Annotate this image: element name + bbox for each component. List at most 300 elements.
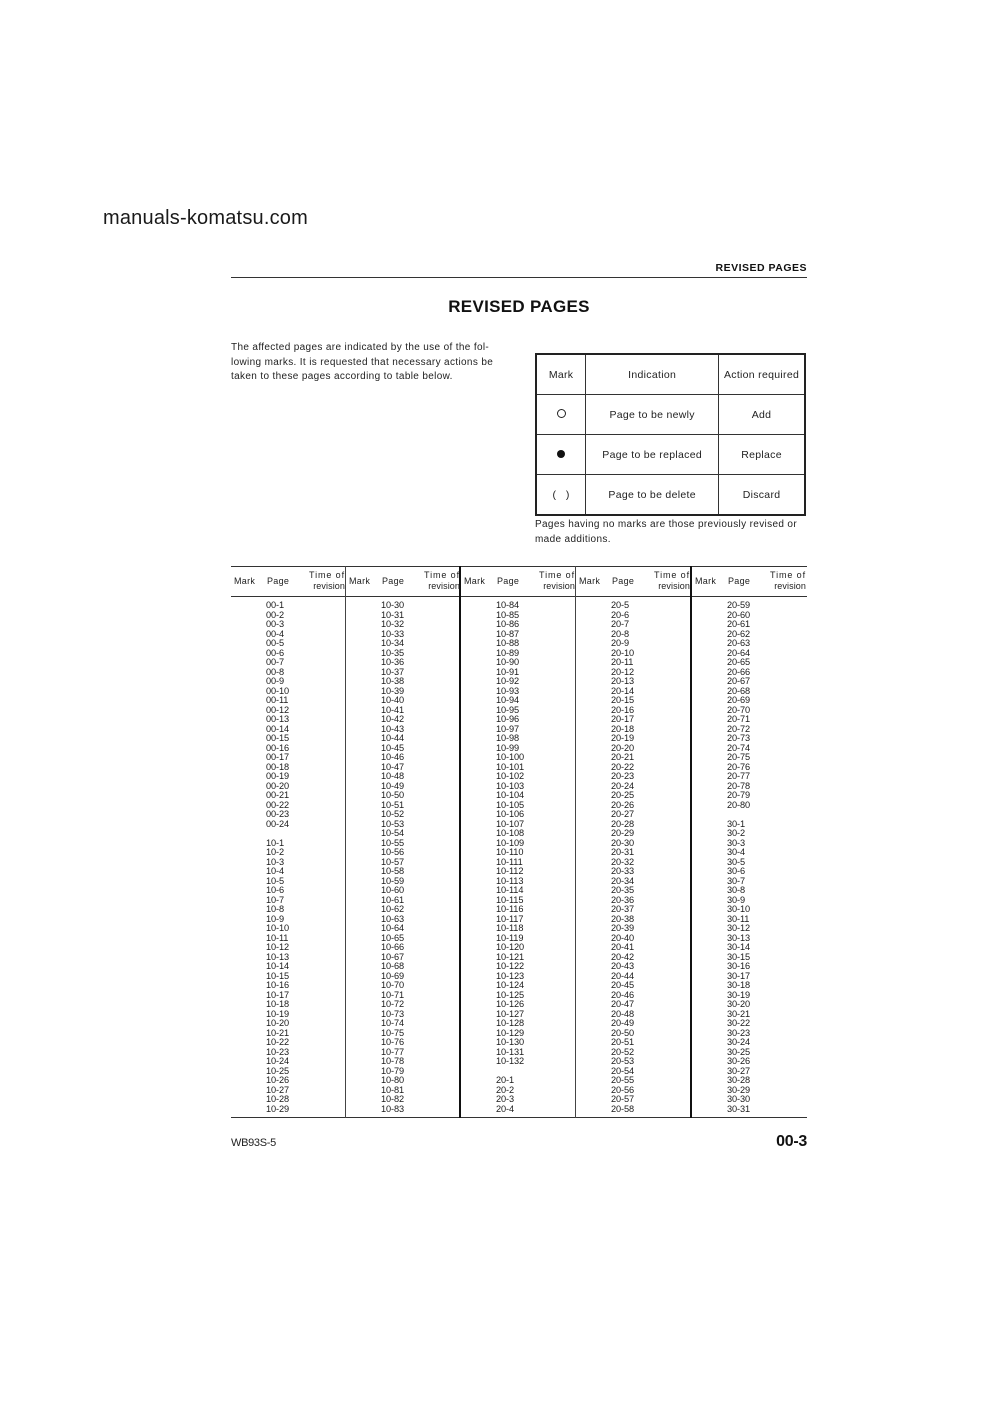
page-entry: 20-48: [611, 1008, 634, 1019]
page-entry: 20-22: [611, 761, 634, 772]
page-entry: 20-58: [611, 1103, 634, 1114]
header-time-of-revision: [535, 570, 575, 600]
page-entry: 20-24: [611, 780, 634, 791]
page-entry: 20-76: [727, 761, 750, 772]
page-entry: 00-17: [266, 752, 289, 762]
page-entry: 30-2: [727, 828, 745, 838]
page-entry: 10-70: [381, 980, 404, 990]
page-entry: 10-88: [496, 638, 519, 648]
page-entry: 20-23: [611, 771, 634, 781]
page-entry: 10-48: [381, 771, 404, 781]
page-entry: 30-19: [727, 989, 750, 1000]
page-entry: 10-126: [496, 999, 525, 1009]
page-entry: 00-15: [266, 733, 289, 743]
header-page: Page: [728, 576, 751, 586]
page-entry: 10-45: [381, 742, 404, 753]
page-entry: 30-8: [727, 885, 745, 895]
page-entry: 10-6: [266, 885, 284, 895]
marks-note: Pages having no marks are those previously revised or made additions.: [535, 519, 798, 545]
page-entry: 10-26: [266, 1075, 289, 1085]
marks-row-replace: [536, 435, 805, 475]
page-entry: 00-23: [266, 809, 289, 819]
page-entry: 10-65: [381, 932, 404, 943]
page-entry: 10-101: [496, 761, 525, 772]
header-time-line2: revision: [543, 581, 575, 591]
header-time-of-revision: [420, 570, 460, 600]
page-entry: 20-55: [611, 1075, 634, 1085]
page-entry: 20-51: [611, 1037, 634, 1047]
page-entry: 20-59: [727, 600, 750, 610]
page-entry: 20-70: [727, 704, 750, 715]
page-entry: 20-33: [611, 866, 634, 876]
header-indication: Indication: [586, 354, 719, 395]
page-entry: 20-62: [727, 628, 750, 639]
page-entry: 30-10: [727, 904, 750, 914]
page-entry: 20-80: [727, 799, 750, 810]
page-entry: 10-39: [381, 685, 404, 696]
page-entry: 20-69: [727, 695, 750, 705]
page-entry: 20-61: [727, 619, 750, 629]
page-entry: 10-36: [381, 657, 404, 667]
page-entry: 20-43: [611, 961, 634, 971]
page-entry: 30-31: [727, 1103, 750, 1114]
page-entry: 30-18: [727, 980, 750, 990]
page-entry: 10-111: [496, 856, 523, 867]
page-entry: 20-12: [611, 666, 634, 677]
page-entry: 10-98: [496, 733, 519, 743]
page-entry: 10-55: [381, 837, 404, 848]
page-entry: 10-117: [496, 913, 524, 924]
page-entry: 20-78: [727, 780, 750, 791]
page-entry: 10-64: [381, 923, 404, 933]
page-entry: 10-35: [381, 647, 404, 658]
header-action: Action required: [719, 354, 805, 395]
page-entry: 10-91: [496, 666, 519, 677]
page-entry: 20-75: [727, 752, 750, 762]
page-entry: 00-2: [266, 609, 284, 620]
page-entry: 30-28: [727, 1075, 750, 1085]
page-entry: 10-102: [496, 771, 525, 781]
page-entry: 10-62: [381, 904, 404, 914]
page-entry: 10-22: [266, 1037, 289, 1047]
page-entry: 10-3: [266, 856, 284, 867]
page-entry: 20-52: [611, 1046, 634, 1057]
page-entry: 10-34: [381, 638, 404, 648]
page-entry: 20-21: [611, 752, 634, 762]
page-entry: 20-42: [611, 951, 634, 962]
page-entry: 20-68: [727, 685, 750, 696]
page-entry: 10-66: [381, 942, 404, 952]
page-entry: 20-54: [611, 1065, 634, 1076]
header-time-line1: Time of: [424, 570, 460, 580]
page-entry: 10-71: [381, 989, 404, 1000]
page-entry: 20-44: [611, 970, 634, 981]
page-entry: 10-118: [496, 923, 524, 933]
page-entry: 10-122: [496, 961, 525, 971]
page-entry: 10-124: [496, 980, 525, 990]
page-entry: 10-32: [381, 619, 404, 629]
page-entry: 30-4: [727, 847, 745, 857]
page-entry: 20-74: [727, 742, 750, 753]
page-entry: 00-24: [266, 818, 289, 829]
page-entry: 10-86: [496, 619, 519, 629]
page-entry: 10-94: [496, 695, 519, 705]
page-entry: 10-60: [381, 885, 404, 895]
page-entry: 20-29: [611, 828, 634, 838]
page-entry: 10-114: [496, 885, 524, 895]
running-head: REVISED PAGES: [715, 262, 807, 274]
page-entry: 20-1: [496, 1075, 514, 1085]
page-entry: 10-115: [496, 894, 524, 905]
page-entry: 30-21: [727, 1008, 750, 1019]
page-entry: 10-12: [266, 942, 289, 952]
page-entry: 20-7: [611, 619, 629, 629]
page-entry: 20-27: [611, 809, 634, 819]
action: Replace: [719, 435, 805, 475]
page-entry: 10-113: [496, 875, 524, 886]
page-entry: 00-14: [266, 723, 289, 734]
page-entry: 10-46: [381, 752, 404, 762]
page-entry: 20-6: [611, 609, 629, 620]
page-entry: 10-11: [266, 932, 289, 943]
revision-table: [231, 566, 807, 1118]
page-entry: 20-10: [611, 647, 634, 658]
page-entry: 00-7: [266, 657, 284, 667]
page-entry: 20-16: [611, 704, 634, 715]
model-number: WB93S-5: [231, 1137, 276, 1149]
header-time-line2: revision: [658, 581, 690, 591]
page-entry: 20-37: [611, 904, 634, 914]
page-entry: 10-109: [496, 837, 525, 848]
page-entry: 20-4: [496, 1103, 514, 1114]
page-entry: 20-46: [611, 989, 634, 1000]
page-entry: 10-29: [266, 1103, 289, 1114]
page-entry: 10-61: [381, 894, 404, 905]
page-entry: 00-8: [266, 666, 284, 677]
page-entry: 10-120: [496, 942, 525, 952]
page-entry: 30-25: [727, 1046, 750, 1057]
header-page: Page: [497, 576, 520, 586]
page-entry: 20-14: [611, 685, 634, 696]
page-entry: 20-11: [611, 657, 634, 667]
page-entry: 10-105: [496, 799, 525, 810]
page-list: [381, 601, 404, 1114]
page-entry: 10-56: [381, 847, 404, 857]
page-entry: 20-28: [611, 818, 634, 829]
page-entry: 20-73: [727, 733, 750, 743]
page-entry: 00-20: [266, 780, 289, 791]
page-entry: 10-103: [496, 780, 525, 791]
page-entry: 20-79: [727, 790, 750, 800]
page-entry: 10-80: [381, 1075, 404, 1085]
page-list: [496, 601, 524, 1114]
page-entry: 30-13: [727, 932, 750, 943]
page-entry: 10-68: [381, 961, 404, 971]
page-entry: 20-72: [727, 723, 750, 734]
page-entry: 20-8: [611, 628, 629, 639]
page-entry: 10-110: [496, 847, 524, 857]
page-entry: 20-40: [611, 932, 634, 943]
header-page: Page: [382, 576, 405, 586]
page-entry: 00-18: [266, 761, 289, 772]
page-entry: 10-9: [266, 913, 284, 924]
page-entry: 10-127: [496, 1008, 525, 1019]
page-entry: 10-10: [266, 923, 289, 933]
marks-row-add: [536, 395, 805, 435]
header-mark: Mark: [536, 354, 586, 395]
page-entry: 20-5: [611, 600, 629, 610]
header-time-of-revision: [650, 570, 690, 600]
page-entry: 10-49: [381, 780, 404, 791]
page-entry: 10-7: [266, 894, 284, 905]
page-entry: 30-6: [727, 866, 745, 876]
indication: Page to be replaced: [586, 435, 719, 475]
page-entry: 30-14: [727, 942, 750, 952]
page-entry: 20-3: [496, 1094, 514, 1104]
page-entry: 20-30: [611, 837, 634, 848]
page-entry: 20-66: [727, 666, 750, 677]
action: Add: [719, 395, 805, 435]
page-entry: 10-95: [496, 704, 519, 715]
page-entry: 10-106: [496, 809, 525, 819]
page-list: [266, 601, 289, 1114]
page-entry: 20-56: [611, 1084, 634, 1095]
page-entry: 00-22: [266, 799, 289, 810]
page-entry: 20-32: [611, 856, 634, 867]
filled-circle-icon: [557, 450, 565, 458]
page-entry: 20-47: [611, 999, 634, 1009]
header-mark: Mark: [234, 576, 256, 586]
page-entry: 10-112: [496, 866, 524, 876]
page-entry: 30-26: [727, 1056, 750, 1066]
header-time-line1: Time of: [539, 570, 575, 580]
page-entry: 20-9: [611, 638, 629, 648]
page-entry: 00-1: [266, 600, 284, 610]
page-entry: 10-16: [266, 980, 289, 990]
page-entry: 20-57: [611, 1094, 634, 1104]
page-entry: 20-49: [611, 1018, 634, 1028]
header-mark: Mark: [349, 576, 371, 586]
page-entry: 10-41: [381, 704, 404, 715]
header-mark: Mark: [695, 576, 717, 586]
page-entry: 10-38: [381, 676, 404, 686]
page-entry: 30-22: [727, 1018, 750, 1028]
page-entry: 10-73: [381, 1008, 404, 1019]
page-entry: 10-27: [266, 1084, 289, 1095]
page-entry: 30-3: [727, 837, 745, 848]
page-entry: 10-1: [266, 837, 284, 848]
page-entry: 10-89: [496, 647, 519, 658]
page-entry: 30-17: [727, 970, 750, 981]
page-entry: 10-57: [381, 856, 404, 867]
page-entry: 10-92: [496, 676, 519, 686]
page-entry: 10-81: [381, 1084, 404, 1095]
parentheses-mark: ( ): [536, 475, 586, 516]
revision-column-group: [576, 566, 692, 1118]
page-entry: 10-125: [496, 989, 525, 1000]
page-entry: 00-5: [266, 638, 284, 648]
page-entry: 00-9: [266, 676, 284, 686]
page-entry: 20-35: [611, 885, 634, 895]
page-list: [611, 601, 634, 1114]
page-entry: 20-50: [611, 1027, 634, 1038]
page-entry: 10-78: [381, 1056, 404, 1066]
page-entry: 20-20: [611, 742, 634, 753]
header-mark: Mark: [579, 576, 601, 586]
page-entry: 10-53: [381, 818, 404, 829]
page-entry: 10-108: [496, 828, 525, 838]
page-entry: 10-20: [266, 1018, 289, 1028]
page-entry: 10-5: [266, 875, 284, 886]
page-entry: 10-24: [266, 1056, 289, 1066]
page-entry: 30-20: [727, 999, 750, 1009]
page-entry: 20-60: [727, 609, 750, 620]
page-entry: 00-16: [266, 742, 289, 753]
watermark: manuals-komatsu.com: [103, 207, 308, 229]
page-entry: 00-13: [266, 714, 289, 724]
page-entry: 10-51: [381, 799, 404, 810]
page-entry: 10-132: [496, 1056, 525, 1066]
page-entry: 20-65: [727, 657, 750, 667]
page-entry: 10-76: [381, 1037, 404, 1047]
page-entry: 30-27: [727, 1065, 750, 1076]
page-number: 00-3: [776, 1133, 807, 1150]
page-entry: 20-45: [611, 980, 634, 990]
marks-header-row: [536, 354, 805, 395]
page-entry: 20-36: [611, 894, 634, 905]
revision-column-group: [692, 566, 807, 1118]
revision-column-group: [231, 566, 346, 1118]
page-entry: 20-34: [611, 875, 634, 886]
page-title: REVISED PAGES: [448, 297, 590, 316]
page-entry: 00-19: [266, 771, 289, 781]
page-entry: 10-18: [266, 999, 289, 1009]
page-entry: 10-119: [496, 932, 524, 943]
marks-row-discard: [536, 475, 805, 516]
page-entry: 10-130: [496, 1037, 525, 1047]
page-entry: 10-104: [496, 790, 525, 800]
page-entry: 30-15: [727, 951, 750, 962]
page-entry: 30-23: [727, 1027, 750, 1038]
page-entry: 30-30: [727, 1094, 750, 1104]
page-entry: 10-43: [381, 723, 404, 734]
page-entry: 30-5: [727, 856, 745, 867]
page-entry: 20-38: [611, 913, 634, 924]
page-entry: 10-121: [496, 951, 525, 962]
page-entry: 10-28: [266, 1094, 289, 1104]
page-list: [727, 601, 750, 1114]
page-entry: 10-37: [381, 666, 404, 677]
page-entry: 10-131: [496, 1046, 525, 1057]
page-entry: 20-17: [611, 714, 634, 724]
page-entry: 20-77: [727, 771, 750, 781]
page-entry: 00-21: [266, 790, 289, 800]
page-entry: 10-23: [266, 1046, 289, 1057]
revision-column-group: [346, 566, 461, 1118]
page-entry: 10-63: [381, 913, 404, 924]
page-entry: 10-40: [381, 695, 404, 705]
page-entry: 30-1: [727, 818, 745, 829]
page-entry: 20-39: [611, 923, 634, 933]
page-entry: 10-100: [496, 752, 525, 762]
page-entry: 10-25: [266, 1065, 289, 1076]
page-entry: 20-25: [611, 790, 634, 800]
header-time-line1: Time of: [654, 570, 690, 580]
page-entry: 20-53: [611, 1056, 634, 1066]
page-entry: 10-58: [381, 866, 404, 876]
page-entry: 10-4: [266, 866, 284, 876]
page-entry: 10-97: [496, 723, 519, 734]
page-entry: 20-71: [727, 714, 750, 724]
page-entry: 10-85: [496, 609, 519, 620]
page-entry: 10-82: [381, 1094, 404, 1104]
page-entry: 10-21: [266, 1027, 289, 1038]
page-entry: 10-15: [266, 970, 289, 981]
page-entry: 10-2: [266, 847, 284, 857]
page-entry: 10-116: [496, 904, 524, 914]
revision-column-group: [461, 566, 576, 1118]
page-entry: 20-63: [727, 638, 750, 648]
action: Discard: [719, 475, 805, 516]
header-time-line1: Time of: [309, 570, 345, 580]
intro-paragraph: The affected pages are indicated by the use of the fol-lowing marks. It is requested that necessary actions be taken to these pages according to table below.: [231, 342, 494, 382]
page-entry: 10-93: [496, 685, 519, 696]
page-entry: 10-84: [496, 600, 519, 610]
page-entry: 10-59: [381, 875, 404, 886]
page-entry: 10-107: [496, 818, 525, 829]
marks-legend-table: [535, 353, 806, 516]
indication: Page to be delete: [586, 475, 719, 516]
indication: Page to be newly: [586, 395, 719, 435]
header-rule: [231, 277, 807, 278]
page-entry: 10-87: [496, 628, 519, 639]
page-entry: 10-77: [381, 1046, 404, 1057]
page-entry: 10-33: [381, 628, 404, 639]
page-entry: 10-128: [496, 1018, 525, 1028]
page-entry: 30-7: [727, 875, 745, 886]
page-entry: 00-12: [266, 704, 289, 715]
page-entry: 10-13: [266, 951, 289, 962]
header-page: Page: [612, 576, 635, 586]
header-mark: Mark: [464, 576, 486, 586]
page-entry: 10-44: [381, 733, 404, 743]
page-entry: 10-123: [496, 970, 525, 981]
page-entry: 10-129: [496, 1027, 525, 1038]
page-entry: 10-19: [266, 1008, 289, 1019]
page-entry: 10-50: [381, 790, 404, 800]
page-entry: 00-3: [266, 619, 284, 629]
header-time-of-revision: [305, 570, 345, 600]
page-entry: 20-18: [611, 723, 634, 734]
page-entry: 10-42: [381, 714, 404, 724]
page-entry: 10-54: [381, 828, 404, 838]
open-circle-icon: [557, 409, 566, 418]
page-entry: 30-9: [727, 894, 745, 905]
page-entry: 10-14: [266, 961, 289, 971]
page-entry: 20-41: [611, 942, 634, 952]
page-entry: 10-79: [381, 1065, 404, 1076]
page-entry: 10-99: [496, 742, 519, 753]
page-entry: 10-75: [381, 1027, 404, 1038]
header-time-of-revision: [766, 570, 806, 600]
page-entry: 20-19: [611, 733, 634, 743]
page-entry: 30-16: [727, 961, 750, 971]
page-entry: 20-64: [727, 647, 750, 658]
page-entry: 00-11: [266, 695, 289, 705]
page-entry: 20-26: [611, 799, 634, 810]
page-entry: 00-10: [266, 685, 289, 696]
header-time-line1: Time of: [770, 570, 806, 580]
